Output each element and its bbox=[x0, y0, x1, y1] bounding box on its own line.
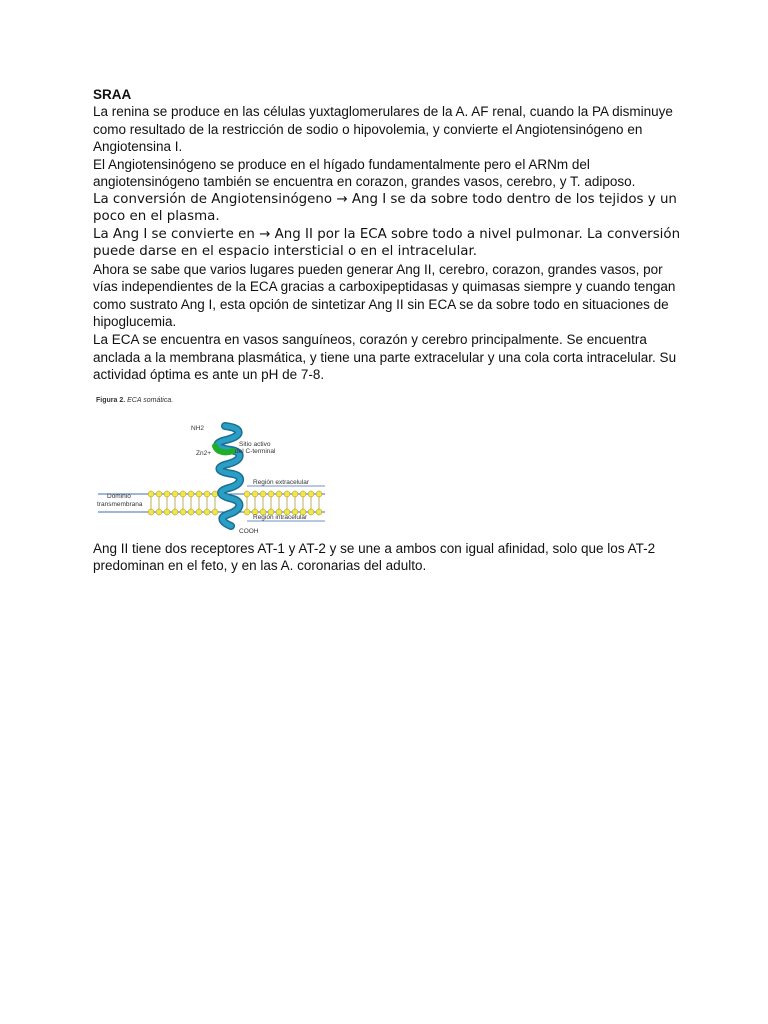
lipid-head bbox=[180, 491, 186, 497]
lipid-head bbox=[164, 491, 170, 497]
lipid-head bbox=[188, 509, 194, 515]
label-zn: Zn2+ bbox=[196, 449, 211, 457]
lipid-head bbox=[316, 491, 322, 497]
figure-caption: Figura 2. ECA somática. bbox=[96, 396, 174, 404]
lipid-head bbox=[212, 491, 218, 497]
lipid-head bbox=[244, 509, 250, 515]
document-title: SRAA bbox=[93, 87, 132, 102]
paragraph-conversion-ang-ii: La Ang I se convierte en → Ang II por la ECA sobre todo a nivel pulmonar. La conversión puede darse en el espacio intersticial o en el intracelular. bbox=[93, 226, 681, 260]
label-domain-line2: transmembrana bbox=[97, 500, 143, 508]
label-active-site-line1: Sitio activo bbox=[239, 440, 271, 448]
lipid-head bbox=[156, 491, 162, 497]
lipid-head bbox=[300, 491, 306, 497]
lipid-head bbox=[316, 509, 322, 515]
lipid-head bbox=[164, 509, 170, 515]
lipid-head bbox=[204, 509, 210, 515]
eca-diagram bbox=[93, 388, 333, 536]
paragraph-conversion-ang-i: La conversión de Angiotensinógeno → Ang I se da sobre todo dentro de los tejidos y un poco en el plasma. bbox=[93, 191, 677, 225]
lipid-head bbox=[148, 509, 154, 515]
lipid-head bbox=[308, 491, 314, 497]
lipid-head bbox=[212, 509, 218, 515]
lipid-head bbox=[292, 491, 298, 497]
lipid-head bbox=[196, 491, 202, 497]
lipid-head bbox=[308, 509, 314, 515]
label-intracellular: Región intracelular bbox=[253, 513, 308, 521]
lipid-head bbox=[188, 491, 194, 497]
lipid-head bbox=[204, 491, 210, 497]
label-cooh: COOH bbox=[239, 527, 259, 535]
lipid-head bbox=[196, 509, 202, 515]
lipid-head bbox=[172, 509, 178, 515]
figure-eca-somatica bbox=[93, 388, 333, 536]
lipid-head bbox=[244, 491, 250, 497]
lipid-head bbox=[268, 491, 274, 497]
paragraph-renina: La renina se produce en las células yuxtaglomerulares de la A. AF renal, cuando la PA disminuye como resultado de la restricción de sodio o hipovolemia, y convierte el Angiotensinógeno en Angiotensina I. bbox=[93, 104, 673, 155]
lipid-head bbox=[148, 491, 154, 497]
lipid-head bbox=[156, 509, 162, 515]
paragraph-angiotensinogeno: El Angiotensinógeno se produce en el hígado fundamentalmente pero el ARNm del angiotensinógeno también se encuentra en corazon, grandes vasos, cerebro, y T. adiposo. bbox=[93, 156, 636, 190]
paragraph-eca: La ECA se encuentra en vasos sanguíneos, corazón y cerebro principalmente. Se encuentra anclada a la membrana plasmática, y tiene una parte extracelular y una cola corta intracelular. Su actividad óptima es ante un pH de 7-8. bbox=[93, 331, 677, 383]
lipid-head bbox=[172, 491, 178, 497]
label-domain-line1: Dominio bbox=[107, 492, 131, 500]
paragraph-receptores: Ang II tiene dos receptores AT-1 y AT-2 y se une a ambos con igual afinidad, solo que los AT-2 predominan en el feto, y en las A. coronarias del adulto. bbox=[93, 540, 656, 574]
lipid-head bbox=[180, 509, 186, 515]
paragraph-lugares-ang-ii: Ahora se sabe que varios lugares pueden generar Ang II, cerebro, corazon, grandes vasos, por vías independientes de la ECA gracias a carboxipeptidasas y quimasas siempre y cuando tengan como sustrato Ang I, esta opción de sintetizar Ang II sin ECA se da sobre todo en situaciones de hipoglucemia. bbox=[93, 261, 676, 330]
label-active-site-line2: del C-terminal bbox=[235, 447, 276, 455]
document-page bbox=[93, 86, 683, 575]
lipid-head bbox=[276, 491, 282, 497]
lipid-head bbox=[260, 491, 266, 497]
label-extracellular: Región extracelular bbox=[253, 478, 310, 486]
lipid-head bbox=[284, 491, 290, 497]
lipid-head bbox=[252, 491, 258, 497]
label-nh2: NH2 bbox=[191, 424, 205, 432]
